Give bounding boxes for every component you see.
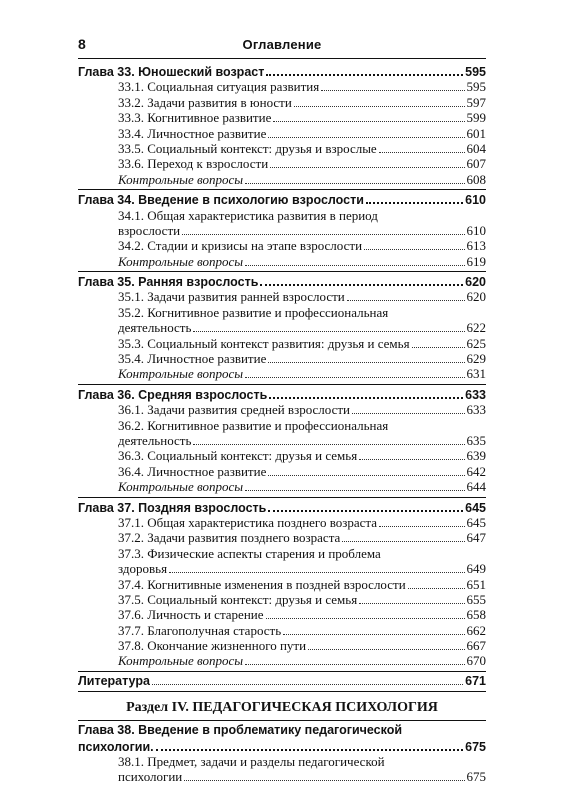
dot-leader (364, 239, 464, 250)
dot-leader (260, 274, 463, 286)
dot-leader (184, 770, 464, 781)
dot-leader (273, 111, 464, 122)
toc-entry-page: 604 (466, 140, 486, 156)
dot-leader (359, 449, 464, 460)
chapter-heading-title: Глава 36. Средняя взрослость (78, 387, 268, 402)
review-questions-title: Контрольные вопросы (118, 479, 244, 495)
dot-leader (245, 480, 464, 491)
toc-entry-title: 35.1. Задачи развития ранней взрослости (118, 289, 345, 305)
toc-entry-page: 613 (466, 238, 486, 254)
chapter-heading-line2 (78, 739, 486, 754)
dot-leader (347, 290, 465, 301)
toc-entry-page: 635 (466, 432, 486, 448)
toc-entry-title: 36.3. Социальный контекст: друзья и семья (118, 448, 358, 464)
dot-leader (182, 224, 464, 235)
toc-entry-title: деятельность (118, 320, 192, 336)
toc-entry-title: 37.6. Личность и старение (118, 607, 264, 623)
toc-entry-title: 35.4. Личностное развитие (118, 351, 267, 367)
toc-entry (78, 623, 486, 638)
review-questions-title: Контрольные вопросы (118, 253, 244, 269)
review-questions-title: Контрольные вопросы (118, 366, 244, 382)
dot-leader (193, 434, 464, 445)
toc-entry (78, 561, 486, 576)
chapter-heading-page: 620 (465, 275, 486, 290)
literature-entry-page: 671 (465, 673, 486, 688)
toc-entry-title: 34.2. Стадии и кризисы на этапе взрослости (118, 238, 363, 254)
toc-entry-page: 655 (466, 591, 486, 607)
toc-entry-page: 610 (466, 222, 486, 238)
toc-entry-title: 33.1. Социальная ситуация развития (118, 79, 320, 95)
toc-entry (78, 448, 486, 463)
toc-entry-title: 37.2. Задачи развития позднего возраста (118, 530, 341, 546)
chapter-block (78, 192, 486, 272)
chapter-heading-title: Глава 35. Ранняя взрослость (78, 275, 259, 290)
toc-entry-title: 33.4. Личностное развитие (118, 125, 267, 141)
dot-leader (266, 64, 463, 76)
toc-entry-page: 649 (466, 561, 486, 577)
toc-entry-page: 658 (466, 607, 486, 623)
dot-leader (268, 127, 464, 138)
chapter-block (78, 64, 486, 190)
dot-leader (268, 465, 464, 476)
toc-entry (78, 336, 486, 351)
toc-entry-page: 645 (466, 514, 486, 530)
chapter-block (78, 387, 486, 498)
toc-entry (78, 464, 486, 479)
toc-entry (78, 530, 486, 545)
review-questions (78, 172, 486, 187)
toc-entry-title: 33.2. Задачи развития в юности (118, 94, 292, 110)
dot-leader (379, 516, 464, 527)
toc-entry-page: 639 (466, 448, 486, 464)
chapter-heading (78, 387, 486, 402)
chapter-block (78, 274, 486, 385)
dot-leader (245, 173, 464, 184)
toc-entry-page: 601 (466, 125, 486, 141)
chapter-heading-page: 595 (465, 65, 486, 79)
toc-entry-title: 35.3. Социальный контекст развития: друзья и семья (118, 335, 410, 351)
dot-leader (266, 608, 465, 619)
toc-entry-title: 37.8. Окончание жизненного пути (118, 638, 307, 654)
chapter-heading (78, 500, 486, 515)
toc-entry (78, 769, 486, 784)
toc-entry-page: 595 (466, 79, 486, 95)
dot-leader (270, 157, 464, 168)
toc-entry (78, 577, 486, 592)
literature-entry-title: Литература (78, 673, 150, 688)
toc-entry (78, 95, 486, 110)
toc-entry (78, 607, 486, 622)
review-questions (78, 254, 486, 269)
chapter-heading-title: Глава 33. Юношеский возраст (78, 65, 265, 79)
review-questions-page: 670 (466, 653, 486, 669)
toc-entry (78, 433, 486, 448)
dot-leader (268, 352, 464, 363)
review-questions (78, 479, 486, 494)
chapter-heading-line2-title: психологии. (78, 739, 154, 754)
literature-entry (78, 674, 486, 689)
chapter-heading-page: 633 (465, 387, 486, 402)
dot-leader (294, 96, 465, 107)
dot-leader (379, 142, 465, 153)
toc-entry (78, 141, 486, 156)
toc-entry-page: 633 (466, 402, 486, 418)
running-title: Оглавление (242, 37, 322, 52)
review-questions-page: 619 (466, 253, 486, 269)
dot-leader (156, 739, 464, 751)
toc-entry-title: 36.1. Задачи развития средней взрослости (118, 402, 351, 418)
dot-leader (169, 562, 464, 573)
toc-entry-title: 37.3. Физические аспекты старения и проблема (118, 545, 381, 561)
toc-entry-title: 35.2. Когнитивное развитие и профессиональная (118, 304, 389, 320)
toc-entry (78, 79, 486, 94)
toc-entry (78, 156, 486, 171)
dot-leader (321, 80, 464, 91)
toc-entry (78, 351, 486, 366)
toc-entry-title: 36.4. Личностное развитие (118, 463, 267, 479)
toc-entry-title: деятельность (118, 432, 192, 448)
review-questions-page: 608 (466, 171, 486, 187)
toc-entry (78, 126, 486, 141)
toc-entry-page: 642 (466, 463, 486, 479)
review-questions (78, 653, 486, 668)
dot-leader (245, 367, 464, 378)
chapter-block (78, 720, 486, 785)
literature-block (78, 674, 486, 692)
toc-entry-title: 36.2. Когнитивное развитие и профессиональная (118, 417, 389, 433)
chapter-heading-line1: Глава 38. Введение в проблематику педагогической (78, 723, 403, 738)
toc-entry (78, 110, 486, 125)
chapter-block (78, 500, 486, 672)
dot-leader (359, 593, 464, 604)
toc-entry-title: психологии (118, 769, 183, 785)
toc-entry-page: 599 (466, 110, 486, 126)
toc-entry (78, 592, 486, 607)
toc-entry-page: 622 (466, 320, 486, 336)
dot-leader (412, 337, 465, 348)
dot-leader (268, 500, 463, 512)
toc-entry-page: 647 (466, 530, 486, 546)
toc-entry-page: 629 (466, 351, 486, 367)
toc-entry (78, 402, 486, 417)
toc-entry-title: 38.1. Предмет, задачи и разделы педагогической (118, 754, 385, 770)
toc-entry (78, 638, 486, 653)
toc-entry-page: 620 (466, 289, 486, 305)
toc-entry-title: 37.5. Социальный контекст: друзья и семья (118, 591, 358, 607)
review-questions-title: Контрольные вопросы (118, 653, 244, 669)
toc-entry-title: здоровья (118, 561, 168, 577)
toc-entry-page: 662 (466, 622, 486, 638)
review-questions (78, 366, 486, 381)
toc-entry-title: 33.3. Когнитивное развитие (118, 110, 272, 126)
dot-leader (342, 531, 464, 542)
table-of-contents (78, 64, 486, 785)
dot-leader (193, 321, 464, 332)
toc-entry-page: 625 (466, 335, 486, 351)
review-questions-page: 644 (466, 479, 486, 495)
dot-leader (283, 624, 464, 635)
dot-leader (408, 578, 465, 589)
dot-leader (152, 674, 463, 685)
toc-entry-title: 33.5. Социальный контекст: друзья и взрослые (118, 140, 377, 156)
toc-entry-page: 667 (466, 638, 486, 654)
toc-entry (78, 320, 486, 335)
chapter-heading-page: 645 (465, 500, 486, 515)
toc-entry-page: 607 (466, 156, 486, 172)
dot-leader (352, 403, 464, 414)
chapter-heading (78, 192, 486, 207)
review-questions-title: Контрольные вопросы (118, 171, 244, 187)
toc-entry-page: 597 (466, 94, 486, 110)
page-number: 8 (78, 36, 86, 52)
review-questions-page: 631 (466, 366, 486, 382)
toc-entry (78, 515, 486, 530)
running-header (78, 36, 486, 59)
dot-leader (245, 654, 464, 665)
dot-leader (308, 639, 464, 650)
toc-entry (78, 289, 486, 304)
chapter-heading (78, 64, 486, 79)
toc-entry-page: 675 (466, 769, 486, 785)
chapter-heading-line2-page: 675 (465, 739, 486, 754)
toc-entry (78, 223, 486, 238)
chapter-heading (78, 274, 486, 289)
toc-entry-title: 37.4. Когнитивные изменения в поздней взрослости (118, 576, 406, 592)
toc-entry (78, 238, 486, 253)
chapter-heading-page: 610 (465, 193, 486, 208)
toc-entry-title: взрослости (118, 222, 181, 238)
chapter-heading-title: Глава 34. Введение в психологию взрослости (78, 193, 364, 208)
chapter-heading-title: Глава 37. Поздняя взрослость (78, 500, 267, 515)
toc-entry-page: 651 (466, 576, 486, 592)
section-heading: Раздел IV. ПЕДАГОГИЧЕСКАЯ ПСИХОЛОГИЯ (126, 700, 438, 716)
toc-entry-title: 37.1. Общая характеристика позднего возраста (118, 514, 378, 530)
toc-entry-title: 34.1. Общая характеристика развития в период (118, 207, 378, 223)
dot-leader (269, 387, 463, 399)
toc-entry-title: 33.6. Переход к взрослости (118, 156, 269, 172)
dot-leader (245, 255, 464, 266)
dot-leader (366, 192, 463, 204)
toc-entry-title: 37.7. Благополучная старость (118, 622, 282, 638)
